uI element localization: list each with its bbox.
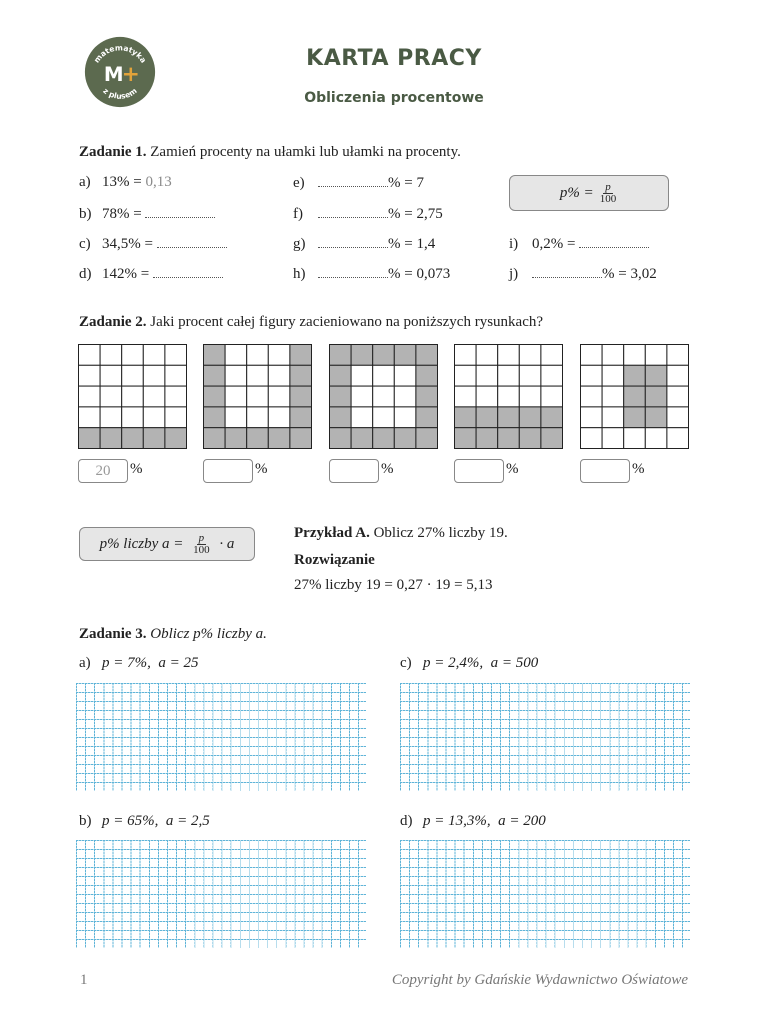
answer-blank[interactable]	[157, 235, 227, 248]
task2-heading	[79, 314, 543, 331]
figure-cell	[498, 345, 520, 366]
figure-cell	[79, 345, 101, 366]
figure-cell	[476, 428, 498, 449]
figure-cell	[373, 407, 395, 428]
figure-cell	[351, 365, 373, 386]
percent-sign: %	[632, 461, 645, 477]
figure-cell	[394, 407, 416, 428]
figure-cell	[351, 428, 373, 449]
shaded-figure-3	[329, 344, 438, 449]
figure-cell	[268, 407, 290, 428]
figure-cell	[143, 428, 165, 449]
figure-cell	[541, 365, 563, 386]
shaded-figure-1	[78, 344, 187, 449]
percent-sign: %	[381, 461, 394, 477]
figure-cell	[143, 386, 165, 407]
figure-cell	[204, 345, 226, 366]
shaded-figure-4	[454, 344, 563, 449]
figure-cell	[100, 428, 122, 449]
figure-cell	[519, 386, 541, 407]
work-grid-c[interactable]	[400, 683, 690, 791]
task3-item-c: c) p = 2,4%, a = 500	[400, 655, 539, 671]
figure-cell	[416, 407, 438, 428]
percent-sign: %	[255, 461, 268, 477]
figure-cell	[416, 365, 438, 386]
figure-cell	[247, 407, 269, 428]
task1-item-c: c) 34,5% =	[79, 235, 227, 253]
answer-blank[interactable]	[318, 235, 388, 248]
figure-cell	[541, 407, 563, 428]
task3-text: Oblicz p% liczby a.	[150, 626, 267, 642]
figure-cell	[100, 386, 122, 407]
figure-cell	[122, 386, 144, 407]
figure-cell	[476, 345, 498, 366]
figure-cell	[351, 407, 373, 428]
figure-cell	[624, 345, 646, 366]
figure-cell	[519, 345, 541, 366]
figure-cell	[667, 365, 689, 386]
figure-cell	[351, 345, 373, 366]
example-text: Oblicz 27% liczby 19.	[373, 525, 508, 541]
figure-cell	[602, 428, 624, 449]
figure-cell	[498, 428, 520, 449]
figure-cell	[204, 428, 226, 449]
figure-cell	[330, 365, 352, 386]
shaded-figure-5	[580, 344, 689, 449]
figure-cell	[455, 345, 477, 366]
figure-cell	[667, 407, 689, 428]
figure-cell	[645, 365, 667, 386]
figure-cell	[268, 386, 290, 407]
figure-cell	[247, 386, 269, 407]
figure-cell	[225, 365, 247, 386]
figure-cell	[476, 365, 498, 386]
figure-cell	[416, 428, 438, 449]
figure-cell	[667, 428, 689, 449]
figure-cell	[143, 345, 165, 366]
figure-cell	[645, 407, 667, 428]
answer-blank[interactable]	[153, 265, 223, 278]
figure-cell	[667, 345, 689, 366]
solution-text: 27% liczby 19 = 0,27 · 19 = 5,13	[294, 577, 493, 593]
figure-cell	[602, 345, 624, 366]
figure-cell	[498, 407, 520, 428]
figure-cell	[455, 407, 477, 428]
figure-cell	[165, 345, 187, 366]
task2-label: Zadanie 2.	[79, 314, 147, 330]
figure-cell	[602, 407, 624, 428]
task1-item-g: g) % = 1,4	[293, 236, 436, 252]
figure-cell	[100, 365, 122, 386]
task1-answer-a[interactable]: 0,13	[145, 174, 172, 190]
figure-cell	[225, 386, 247, 407]
figure-cell	[290, 365, 312, 386]
figure-cell	[225, 428, 247, 449]
figure-cell	[519, 428, 541, 449]
figure-cell	[143, 365, 165, 386]
figure-cell	[330, 428, 352, 449]
figure-cell	[476, 407, 498, 428]
answer-box-1[interactable]: 20	[78, 459, 128, 483]
figure-cell	[624, 386, 646, 407]
task3-item-a: a) p = 7%, a = 25	[79, 655, 199, 671]
logo-text-top: matematyka	[92, 43, 149, 65]
figure-cell	[581, 407, 603, 428]
figure-cell	[519, 407, 541, 428]
figure-cell	[225, 345, 247, 366]
figure-cell	[225, 407, 247, 428]
task3-item-b: b) p = 65%, a = 2,5	[79, 813, 210, 829]
figure-cell	[290, 345, 312, 366]
figure-cell	[373, 345, 395, 366]
figure-cell	[268, 345, 290, 366]
figure-cell	[79, 386, 101, 407]
task1-item-j: j) % = 3,02	[509, 266, 657, 282]
figure-cell	[645, 428, 667, 449]
figure-cell	[498, 386, 520, 407]
figure-cell	[455, 428, 477, 449]
figure-cell	[351, 386, 373, 407]
figure-cell	[602, 365, 624, 386]
figure-cell	[373, 365, 395, 386]
figure-cell	[416, 386, 438, 407]
figure-cell	[373, 386, 395, 407]
figure-cell	[624, 407, 646, 428]
svg-text:M: M	[103, 63, 124, 86]
figure-cell	[100, 407, 122, 428]
percent-formula-box: p% = $\frac{p}{100}$	[509, 175, 669, 211]
percent-sign: %	[130, 461, 143, 477]
figure-cell	[330, 345, 352, 366]
example-label: Przykład A.	[294, 525, 370, 541]
figure-cell	[645, 386, 667, 407]
answer-blank[interactable]	[579, 235, 649, 248]
figure-cell	[268, 428, 290, 449]
figure-cell	[79, 365, 101, 386]
answer-blank[interactable]	[318, 174, 388, 187]
figure-cell	[667, 386, 689, 407]
work-grid-b[interactable]	[76, 840, 366, 948]
figure-cell	[581, 386, 603, 407]
figure-cell	[330, 386, 352, 407]
figure-cell	[247, 345, 269, 366]
figure-cell	[416, 345, 438, 366]
task1-text: Zamień procenty na ułamki lub ułamki na procenty.	[150, 144, 461, 160]
task1-item-i: i) 0,2% =	[509, 235, 649, 253]
figure-cell	[373, 428, 395, 449]
figure-cell	[247, 428, 269, 449]
figure-cell	[394, 345, 416, 366]
figure-cell	[165, 386, 187, 407]
task2-text: Jaki procent całej figury zacieniowano na poniższych rysunkach?	[150, 314, 544, 330]
figure-cell	[394, 428, 416, 449]
figure-cell	[122, 407, 144, 428]
figure-cell	[268, 365, 290, 386]
figure-cell	[455, 365, 477, 386]
logo-text-bottom: z plusem	[101, 86, 139, 101]
task1-item-h: h) % = 0,073	[293, 266, 451, 282]
work-grid-d[interactable]	[400, 840, 690, 948]
figure-cell	[290, 428, 312, 449]
task3-item-d: d) p = 13,3%, a = 200	[400, 813, 546, 829]
figure-cell	[624, 365, 646, 386]
figure-cell	[290, 407, 312, 428]
figure-cell	[624, 428, 646, 449]
answer-box-2[interactable]	[203, 459, 253, 483]
task1-item-b: b) 78% =	[79, 205, 215, 223]
work-grid-a[interactable]	[76, 683, 366, 791]
figure-cell	[79, 428, 101, 449]
figure-cell	[165, 365, 187, 386]
answer-blank[interactable]	[318, 205, 388, 218]
answer-blank[interactable]	[318, 265, 388, 278]
task1-heading	[79, 144, 461, 161]
figure-cell	[165, 407, 187, 428]
figure-cell	[100, 345, 122, 366]
figure-cell	[143, 407, 165, 428]
percent-sign: %	[506, 461, 519, 477]
figure-cell	[394, 386, 416, 407]
page-subtitle: Obliczenia procentowe	[304, 90, 484, 106]
svg-text:+: +	[121, 62, 140, 87]
figure-cell	[122, 428, 144, 449]
figure-cell	[122, 365, 144, 386]
figure-cell	[122, 345, 144, 366]
figure-cell	[204, 365, 226, 386]
figure-cell	[247, 365, 269, 386]
figure-cell	[204, 407, 226, 428]
example-heading	[294, 525, 508, 542]
task1-item-e: e) % = 7	[293, 175, 424, 191]
task1-item-a: a) 13% = 0,13	[79, 174, 172, 190]
answer-box-5[interactable]	[580, 459, 630, 483]
task3-heading	[79, 626, 267, 643]
figure-cell	[498, 365, 520, 386]
task1-item-f: f) % = 2,75	[293, 206, 443, 222]
task3-label: Zadanie 3.	[79, 626, 147, 642]
solution-label: Rozwiązanie	[294, 552, 375, 568]
figure-cell	[290, 386, 312, 407]
figure-cell	[581, 345, 603, 366]
answer-blank[interactable]	[145, 205, 215, 218]
answer-box-3[interactable]	[329, 459, 379, 483]
figure-cell	[330, 407, 352, 428]
shaded-figure-2	[203, 344, 312, 449]
page-number: 1	[80, 972, 88, 988]
figure-cell	[455, 386, 477, 407]
answer-box-4[interactable]	[454, 459, 504, 483]
figure-cell	[581, 428, 603, 449]
figure-cell	[519, 365, 541, 386]
figure-cell	[541, 428, 563, 449]
task1-item-d: d) 142% =	[79, 265, 223, 283]
figure-cell	[541, 386, 563, 407]
figure-cell	[602, 386, 624, 407]
figure-cell	[165, 428, 187, 449]
figure-cell	[476, 386, 498, 407]
page-title: KARTA PRACY	[306, 46, 482, 71]
task1-label: Zadanie 1.	[79, 144, 147, 160]
example-formula-box: p% liczby a = $\frac{p}{100}$ · a	[79, 527, 255, 561]
figure-cell	[79, 407, 101, 428]
figure-cell	[541, 345, 563, 366]
figure-cell	[645, 345, 667, 366]
answer-blank[interactable]	[532, 265, 602, 278]
figure-cell	[394, 365, 416, 386]
figure-cell	[204, 386, 226, 407]
copyright: Copyright by Gdańskie Wydawnictwo Oświatowe	[391, 972, 688, 988]
figure-cell	[581, 365, 603, 386]
